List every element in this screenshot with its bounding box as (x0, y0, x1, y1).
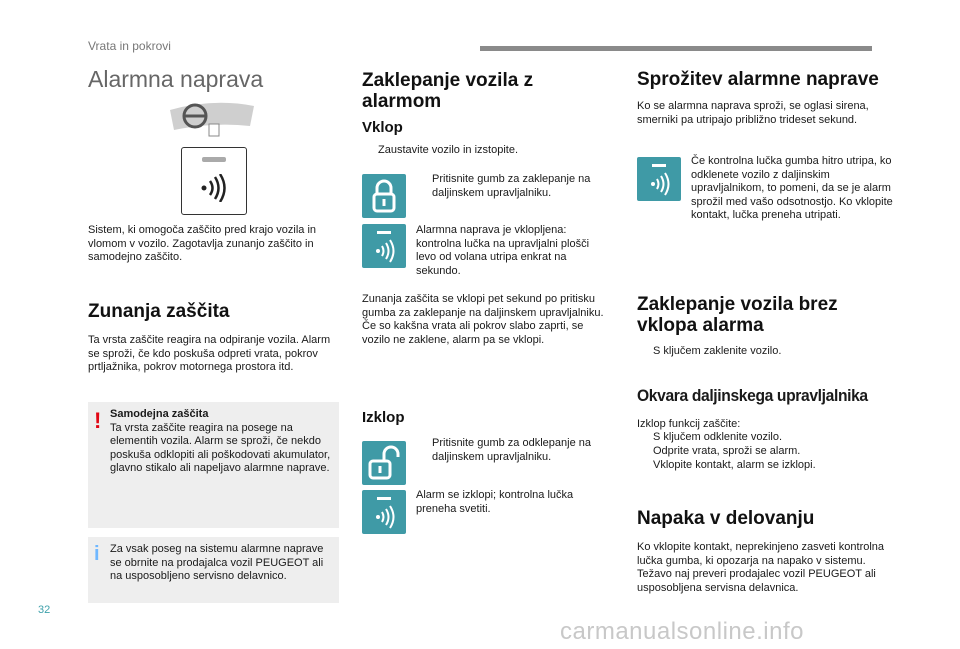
vklop-heading: Vklop (362, 119, 403, 136)
izklop-text: Alarm se izklopi; kontrolna lučka preneha svetiti. (416, 489, 574, 515)
zaklepanje-heading: Zaklepanje vozila z alarmom (362, 70, 534, 112)
zunanja-text: Ta vrsta zaščite reagira na odpiranje vozila. Alarm se sproži, če kdo poskuša odpreti vrata, pokrov prtljažnika, pokrov motornega prostora itd. (88, 334, 331, 373)
alarm-led-blink-icon (637, 157, 681, 201)
alarm-button-illustration (181, 147, 247, 215)
unlock-icon (362, 441, 406, 485)
alarm-led-off-icon (362, 490, 406, 534)
vklop-note: Zunanja zaščita se vklopi pet sekund po pritisku gumba za zaklepanje na daljinskem upravljalniku. Če so kakšna vrata ali pokrov slabo zaprti, se vozilo ne zaklene, alarm pa se vklopi. (362, 293, 604, 346)
alarm-led-icon (362, 224, 406, 268)
warning-title: Samodejna zaščita (110, 408, 209, 420)
okvara-bullet-2: Odprite vrata, sproži se alarm. (653, 445, 801, 457)
vklop-bullet-2: Pritisnite gumb za zaklepanje na daljinskem upravljalniku. (432, 173, 591, 199)
page-number: 32 (38, 604, 51, 616)
dashboard-illustration (168, 100, 258, 143)
okvara-bullet-3: Vklopite kontakt, alarm se izklopi. (653, 459, 816, 471)
sprozitev-detail: Če kontrolna lučka gumba hitro utripa, ko odklenete vozilo z daljinskim upravljalnikom, to pomeni, da se je alarm sprožil med vašo odsotnostjo. Ko vklopite kontakt, lučka preneha utripati. (691, 155, 893, 221)
header-bar (480, 46, 872, 51)
vklop-bullet-1: Zaustavite vozilo in izstopite. (362, 144, 612, 158)
section-header: Vrata in pokrovi (88, 39, 171, 53)
watermark: carmanualsonline.info (560, 618, 804, 645)
warning-icon: ! (94, 408, 102, 433)
okvara-heading: Okvara daljinskega upravljalnika (637, 386, 868, 405)
zunanja-heading: Zunanja zaščita (88, 301, 230, 322)
brez-bullet: S ključem zaklenite vozilo. (653, 345, 782, 357)
okvara-bullet-1: S ključem odklenite vozilo. (653, 431, 783, 443)
napaka-text: Ko vklopite kontakt, neprekinjeno zasveti kontrolna lučka gumba, ki opozarja na napako v sistemu. Težavo naj preveri prodajalec vozil PEUGEOT ali usposobljena servisna delavnica. (637, 541, 885, 594)
vklop-text: Alarmna naprava je vklopljena: kontrolna lučka na upravljalni plošči levo od volana utripa enkrat na sekundo. (416, 224, 590, 277)
bullet-icon (362, 144, 378, 158)
sprozitev-text: Ko se alarmna naprava sproži, se oglasi sirena, smerniki pa utripajo približno trideset sekund. (637, 100, 869, 126)
izklop-heading: Izklop (362, 409, 405, 426)
info-box (88, 537, 339, 603)
napaka-heading: Napaka v delovanju (637, 508, 815, 529)
brez-heading: Zaklepanje vozila brez vklopa alarma (637, 294, 838, 336)
lock-icon (362, 174, 406, 218)
info-text: Za vsak poseg na sistemu alarmne naprave se obrnite na prodajalca vozil PEUGEOT ali na usposobljeno servisno delavnico. (110, 543, 324, 582)
warning-box (88, 402, 339, 528)
page-title: Alarmna naprava (88, 66, 264, 92)
alarm-waves-icon (200, 174, 230, 202)
izklop-bullet: Pritisnite gumb za odklepanje na daljinskem upravljalniku. (432, 437, 591, 463)
warning-text: Ta vrsta zaščite reagira na posege na elementih vozila. Alarm se sproži, če nekdo poskuša odklopiti ali poškodovati akumulator, glavno stikalo ali napeljavo alarmne naprave. (110, 421, 331, 474)
sprozitev-heading: Sprožitev alarmne naprave (637, 69, 879, 90)
intro-text: Sistem, ki omogoča zaščito pred krajo vozila in vlomom v vozilo. Zagotavlja zunanjo zaščito in samodejno zaščito. (88, 224, 317, 263)
okvara-intro: Izklop funkcij zaščite: (637, 418, 741, 430)
info-icon: i (94, 543, 100, 565)
